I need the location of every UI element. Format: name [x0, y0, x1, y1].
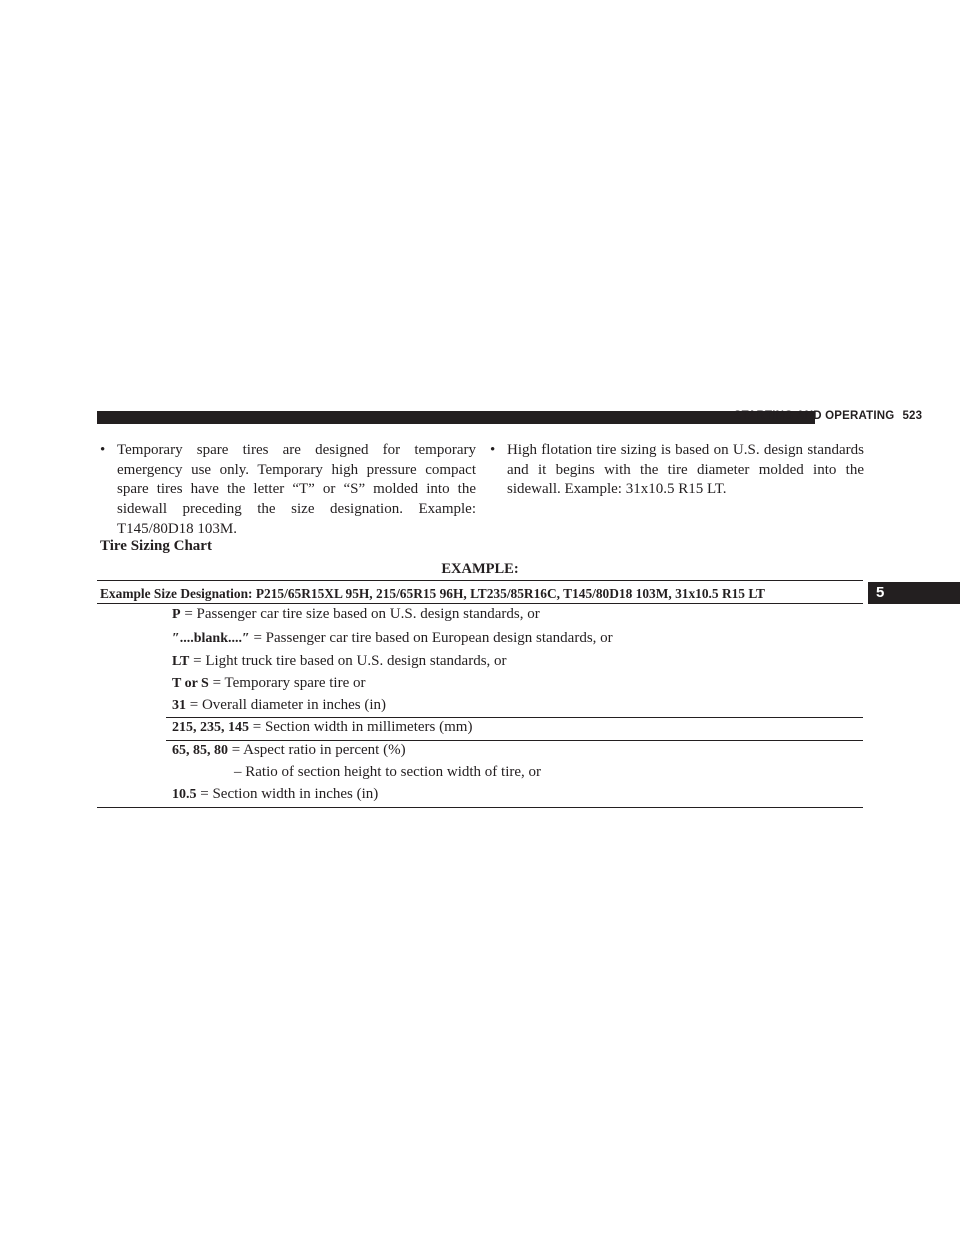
table-row	[172, 606, 540, 623]
row-definition: = Temporary spare tire or	[208, 675, 366, 691]
row-term: LT	[172, 654, 190, 669]
row-definition: = Section width in millimeters (mm)	[249, 719, 473, 735]
table-row	[234, 764, 541, 781]
table-row	[172, 719, 472, 736]
left-column	[100, 441, 476, 540]
chapter-tab: 5	[868, 582, 960, 604]
bullet-high-flotation	[490, 441, 864, 500]
chart-title: Tire Sizing Chart	[100, 538, 212, 554]
row-definition: = Section width in inches (in)	[196, 786, 379, 802]
running-header	[734, 410, 923, 422]
table-row	[172, 697, 386, 714]
header-bar	[97, 411, 815, 424]
table-row	[172, 630, 613, 647]
row-definition: = Aspect ratio in percent (%)	[228, 742, 406, 758]
bullet-temporary-spare	[100, 441, 476, 540]
table-row	[172, 653, 507, 670]
bullet-marker: •	[100, 442, 106, 458]
table-row	[172, 675, 366, 692]
row-term: ″....blank....″	[172, 631, 250, 646]
row-definition: = Passenger car tire size based on U.S. design standards, or	[180, 606, 540, 622]
example-label: EXAMPLE:	[441, 561, 519, 577]
row-term: 215, 235, 145	[172, 720, 249, 735]
row-definition: = Passenger car tire based on European design standards, or	[249, 630, 613, 646]
row-definition: = Light truck tire based on U.S. design standards, or	[189, 653, 507, 669]
row-definition: = Overall diameter in inches (in)	[186, 697, 387, 713]
table-rule	[166, 717, 863, 718]
table-rule-bottom	[97, 807, 863, 808]
row-term: 31	[172, 698, 186, 713]
row-definition: – Ratio of section height to section width of tire, or	[234, 764, 542, 780]
row-term: 10.5	[172, 787, 197, 802]
table-row	[172, 742, 406, 759]
table-rule	[166, 740, 863, 741]
row-term: T or S	[172, 676, 209, 691]
right-column	[490, 441, 864, 500]
section-title: STARTING AND OPERATING	[733, 410, 895, 422]
bullet-text: Temporary spare tires are designed for temporary emergency use only. Temporary high pressure compact spare tires have the letter “T” or “S” molded into the sidewall preceding the size designation. Example: T145/80D18 103M.	[117, 442, 476, 537]
row-term: P	[172, 607, 181, 622]
page-number: 523	[902, 410, 923, 422]
table-rule-top	[97, 580, 863, 581]
table-rule	[97, 603, 863, 604]
row-term: 65, 85, 80	[172, 743, 228, 758]
bullet-marker: •	[490, 442, 496, 458]
table-row	[172, 786, 378, 803]
size-designation: Example Size Designation: P215/65R15XL 95H, 215/65R15 96H, LT235/85R16C, T145/80D18 103M, 31x10.5 R15 LT	[100, 586, 765, 601]
bullet-text: High flotation tire sizing is based on U.S. design standards and it begins with the tire diameter molded into the sidewall. Example: 31x10.5 R15 LT.	[507, 442, 864, 498]
